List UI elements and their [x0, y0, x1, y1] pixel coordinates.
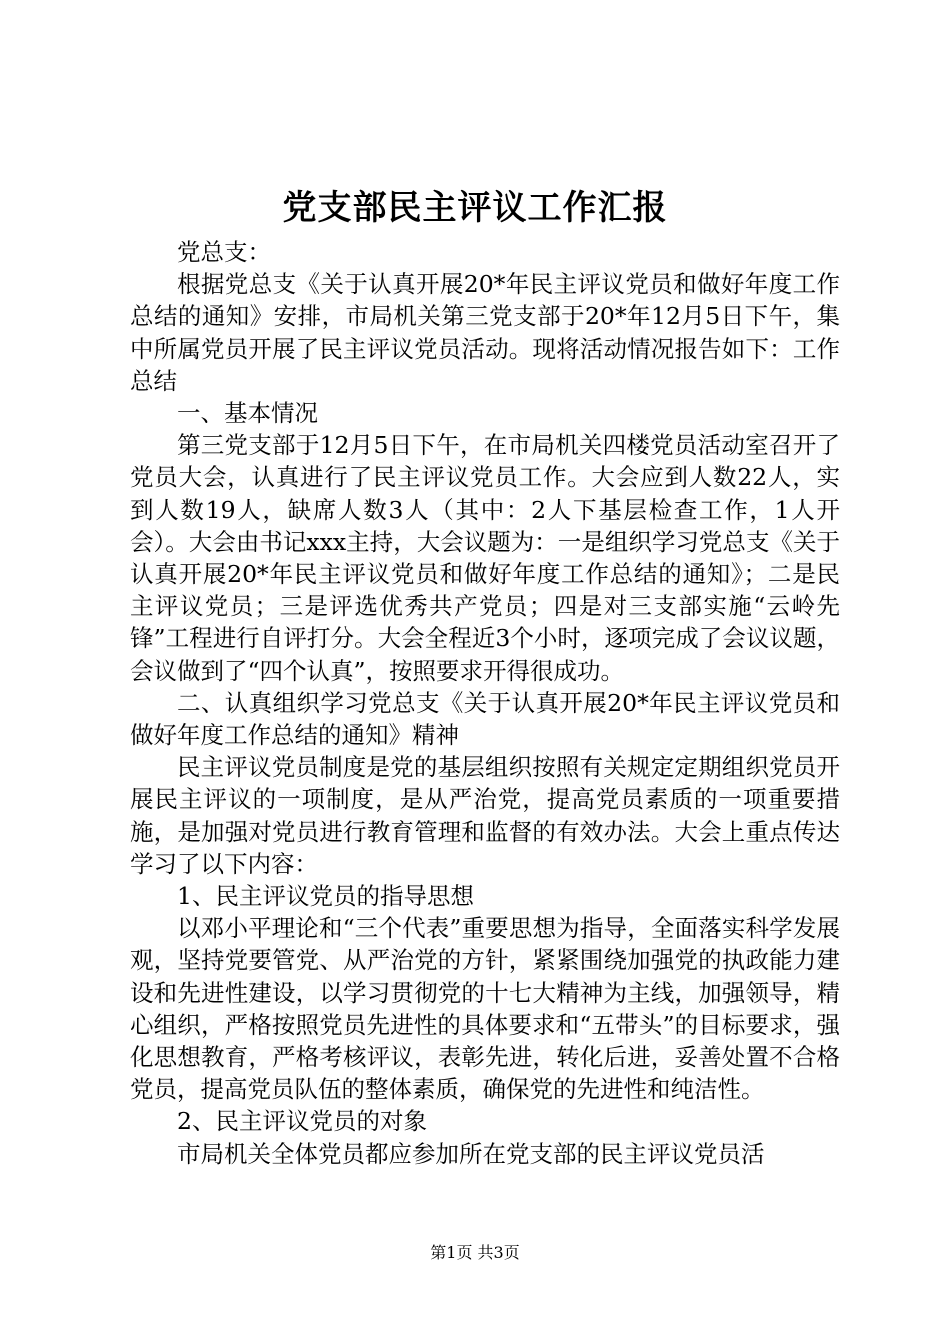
- subsection-heading-2: 2、民主评议党员的对象: [177, 1107, 427, 1136]
- page-number: 第1页 共3页: [430, 1243, 520, 1262]
- document-body: [130, 236, 840, 1170]
- guiding-thought-paragraph: 以邓小平理论和“三个代表”重要思想为指导，全面落实科学发展观，坚持党要管党、从严治党的方针，紧紧围绕加强党的执政能力建设和先进性建设，以学习贯彻党的十七大精神为主线，加强领导，精心组织，严格按照党员先进性的具体要求和“五带头”的目标要求，强化思想教育，严格考核评议，表彰先进，转化后进，妥善处置不合格党员，提高党员队伍的整体素质，确保党的先进性和纯洁性。: [130, 914, 840, 1104]
- section-heading-2: 二、认真组织学习党总支《关于认真开展20*年民主评议党员和做好年度工作总结的通知》精神: [130, 688, 840, 750]
- document-title: 党支部民主评议工作汇报: [282, 188, 668, 228]
- salutation: 党总支：: [177, 238, 271, 266]
- basic-situation-paragraph: 第三党支部于12月5日下午，在市局机关四楼党员活动室召开了党员大会，认真进行了民主评议党员工作。大会应到人数22人，实到人数19人，缺席人数3人（其中：2人下基层检查工作，1人开会）。大会由书记xxx主持，大会议题为：一是组织学习党总支《关于认真开展20*年民主评议党员和做好年度工作总结的通知》；二是民主评议党员；三是评选优秀共产党员；四是对三支部实施“云岭先锋”工程进行自评打分。大会全程近3个小时，逐项完成了会议议题，会议做到了“四个认真”，按照要求开得很成功。: [130, 431, 840, 685]
- evaluation-target-paragraph: 市局机关全体党员都应参加所在党支部的民主评议党员活: [177, 1139, 765, 1168]
- system-description-paragraph: 民主评议党员制度是党的基层组织按照有关规定定期组织党员开展民主评议的一项制度，是从严治党，提高党员素质的一项重要措施，是加强对党员进行教育管理和监督的有效办法。大会上重点传达学习了以下内容：: [130, 753, 840, 878]
- subsection-heading-1: 1、民主评议党员的指导思想: [177, 882, 474, 911]
- section-heading-1: 一、基本情况: [177, 399, 318, 428]
- intro-paragraph: 根据党总支《关于认真开展20*年民主评议党员和做好年度工作总结的通知》安排，市局机关第三党支部于20*年12月5日下午，集中所属党员开展了民主评议党员活动。现将活动情况报告如下：工作总结: [130, 270, 840, 395]
